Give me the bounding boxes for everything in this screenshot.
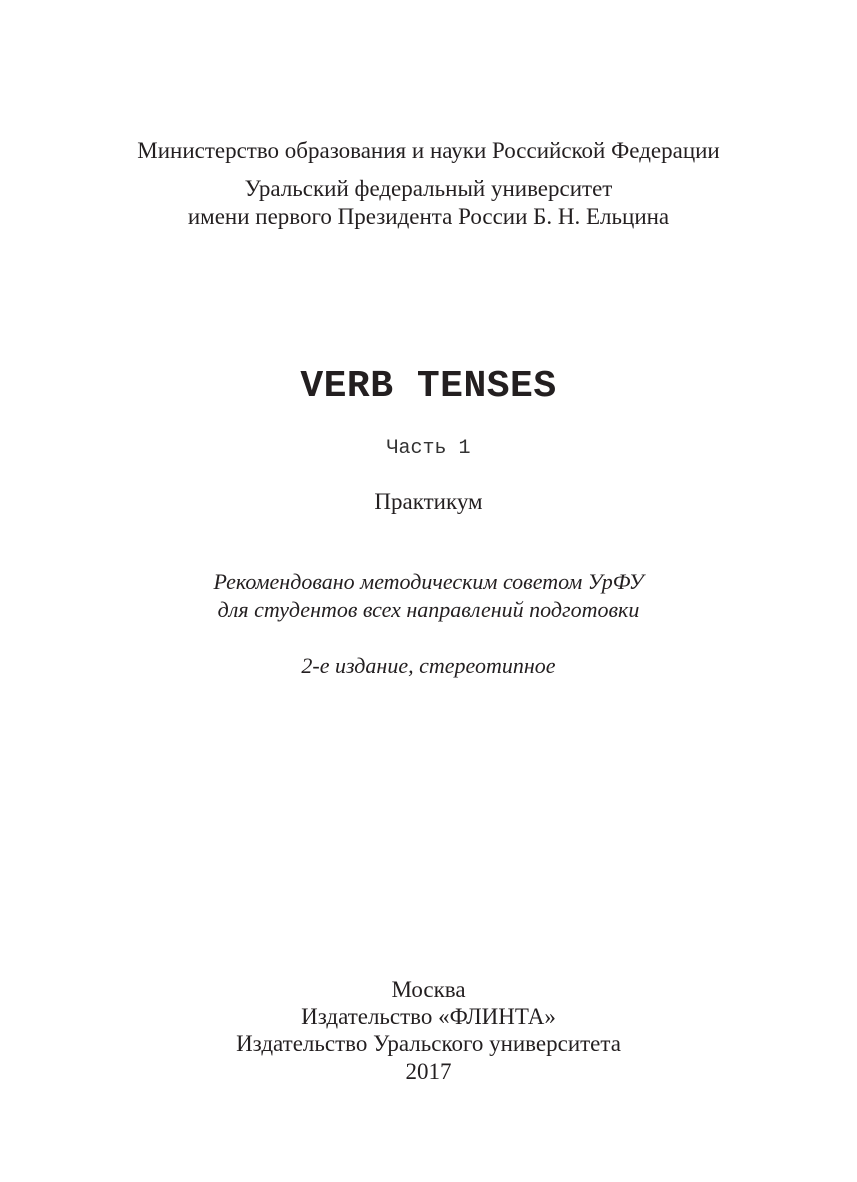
imprint-city: Москва [391,977,466,1002]
book-title: VERB TENSES [300,365,557,408]
imprint-publisher-2: Издательство Уральского университета [236,1031,621,1056]
imprint-year: 2017 [405,1059,452,1084]
university-name-continued: имени первого Президента России Б. Н. Ельцина [187,204,670,229]
recommendation-line-2: для студентов всех направлений подготовки [217,597,640,622]
part-number: Часть 1 [386,437,471,460]
book-type: Практикум [374,489,483,514]
imprint-publisher-1: Издательство «ФЛИНТА» [301,1004,556,1029]
ministry-name: Министерство образования и науки Российской Федерации [137,138,720,163]
university-name: Уральский федеральный университет [244,176,613,201]
edition-info: 2-е издание, стереотипное [301,653,556,678]
recommendation-line-1: Рекомендовано методическим советом УрФУ [213,569,644,594]
